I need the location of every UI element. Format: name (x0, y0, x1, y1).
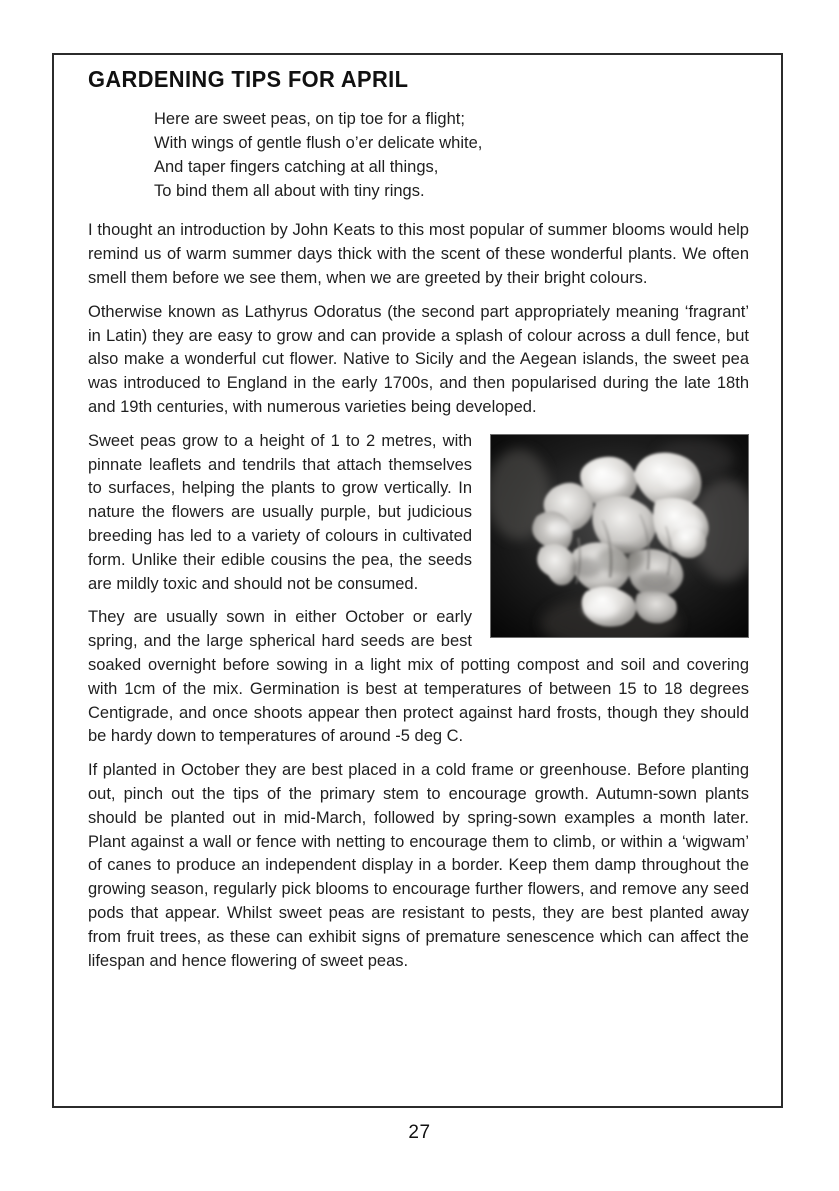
poem-block (88, 108, 749, 203)
paragraph-origins: Otherwise known as Lathyrus Odoratus (the second part appropriately meaning ‘fragrant’ in Latin) they are easy to grow and can provide a splash of colour across a dull fence, but also make a wonderful cut flower. Native to Sicily and the Aegean islands, the sweet pea was introduced to England in the early 1700s, and then popularised during the late 18th and 19th centuries, with numerous varieties being developed. (88, 302, 749, 417)
poem-line: With wings of gentle flush o’er delicate white, (154, 134, 483, 153)
sweet-pea-photo (490, 434, 749, 638)
poem-line: Here are sweet peas, on tip toe for a flight; (154, 110, 465, 129)
poem-line: To bind them all about with tiny rings. (154, 181, 425, 200)
paragraph-planting: If planted in October they are best placed in a cold frame or greenhouse. Before planting out, pinch out the tips of the primary stem to encourage growth. Autumn-sown plants should be planted out in mid-March, followed by spring-sown examples a month later. Plant against a wall or fence with netting to encourage them to climb, or within a ‘wigwam’ of canes to produce an independent display in a border. Keep them damp throughout the growing season, regularly pick blooms to encourage further flowers, and remove any seed pods that appear. Whilst sweet peas are resistant to pests, they are best planted away from fruit trees, as these can exhibit signs of premature senescence which can affect the lifespan and hence flowering of sweet peas. (88, 761, 749, 970)
page-title: GARDENING TIPS FOR APRIL (88, 66, 409, 92)
paragraph-sowing: They are usually sown in either October or early spring, and the large spherical hard seeds are best soaked overnight before sowing in a light mix of potting compost and soil and covering with 1cm of the mix. Germination is best at temperatures of between 15 to 18 degrees Centigrade, and once shoots appear then protect against hard frosts, though they should be hardy down to temperatures of around -5 deg C. (88, 608, 749, 746)
article-content (88, 67, 749, 1097)
page-number: 27 (408, 1122, 431, 1143)
paragraph-growth: Sweet peas grow to a height of 1 to 2 metres, with pinnate leaflets and tendrils that attach themselves to surfaces, helping the plants to grow vertically. In nature the flowers are usually purple, but judicious breeding has led to a variety of colours in cultivated form. Unlike their edible cousins the pea, the seeds are mildly toxic and should not be consumed. (88, 431, 472, 593)
page-frame (52, 53, 783, 1108)
poem-line: And taper fingers catching at all things, (154, 157, 439, 176)
sweet-pea-photo-graphic (491, 435, 748, 637)
paragraph-intro: I thought an introduction by John Keats to this most popular of summer blooms would help remind us of warm summer days thick with the scent of these wonderful plants. We often smell them before we see them, when we are greeted by their bright colours. (88, 221, 749, 288)
